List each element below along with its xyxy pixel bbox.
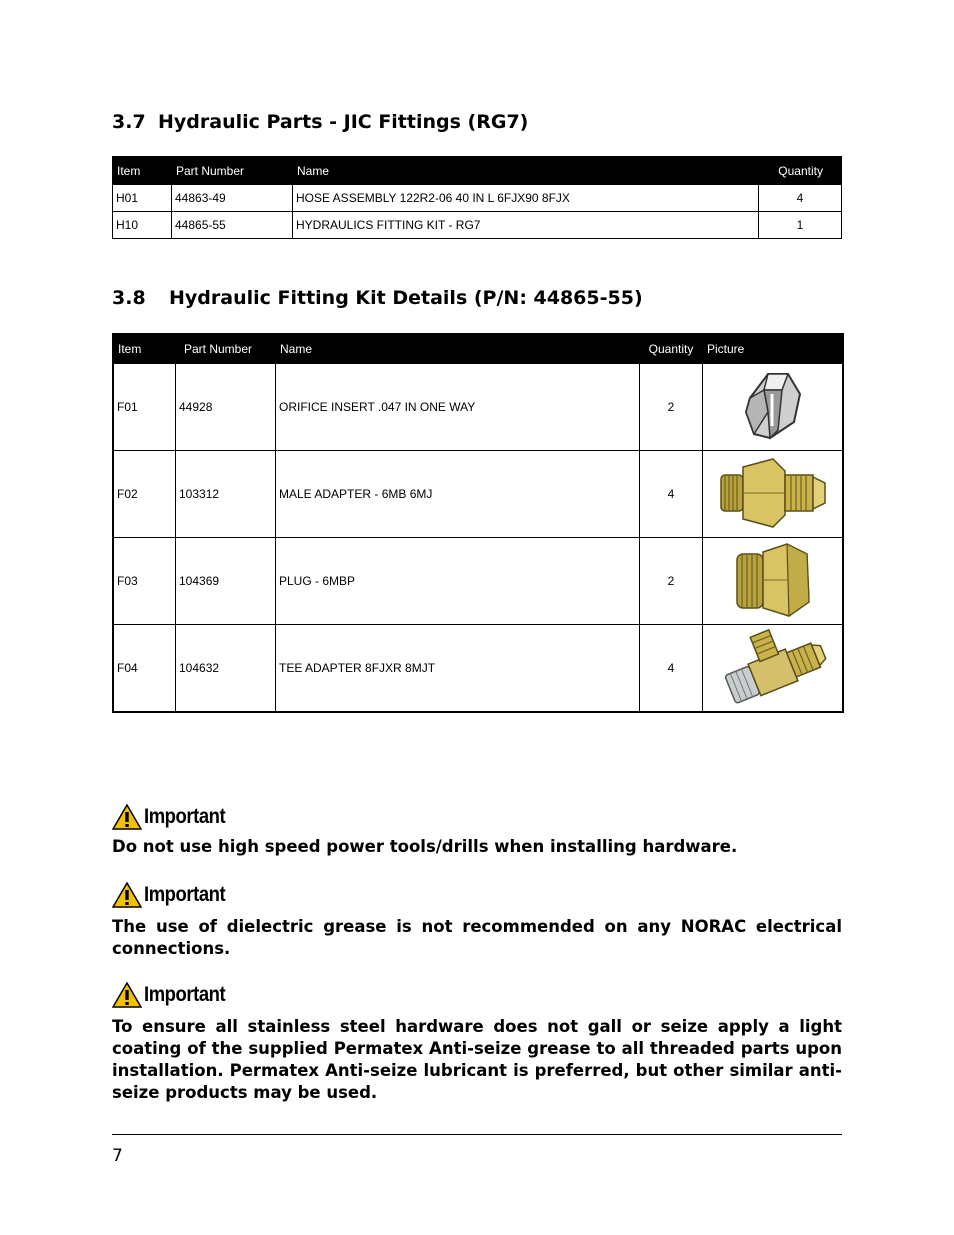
cell-item: F01: [113, 364, 176, 451]
cell-item: F04: [113, 625, 176, 713]
cell-item: H01: [113, 185, 172, 212]
col-header-name: Name: [276, 334, 640, 364]
cell-quantity: 4: [640, 625, 703, 713]
section-number: 3.7: [112, 111, 146, 133]
table-header-row: [113, 334, 843, 364]
important-label: Important: [144, 983, 226, 1006]
cell-name: ORIFICE INSERT .047 IN ONE WAY: [276, 364, 640, 451]
cell-quantity: 1: [759, 212, 842, 239]
plug-image: [703, 538, 844, 625]
important-notice-3: [112, 980, 842, 1104]
tee-adapter-image: [703, 625, 844, 713]
important-heading: [112, 980, 842, 1010]
warning-triangle-icon: [112, 982, 142, 1008]
cell-item: H10: [113, 212, 172, 239]
important-text: To ensure all stainless steel hardware does not gall or seize apply a light coating of the supplied Permatex Anti-seize grease to all threaded parts upon installation. Permatex Anti-seize lubricant is preferred, but other similar anti-seize products may be used.: [112, 1017, 842, 1102]
table-row: [113, 364, 843, 451]
important-label: Important: [144, 883, 226, 906]
warning-triangle-icon: [112, 804, 142, 830]
cell-quantity: 4: [640, 451, 703, 538]
col-header-quantity: Quantity: [759, 157, 842, 185]
cell-part-number: 44863-49: [172, 185, 293, 212]
section-title-text: Hydraulic Fitting Kit Details (P/N: 44865-55): [169, 287, 643, 309]
important-text: Do not use high speed power tools/drills when installing hardware.: [112, 837, 738, 856]
col-header-item: Item: [113, 157, 172, 185]
col-header-quantity: Quantity: [640, 334, 703, 364]
table-row: [113, 538, 843, 625]
cell-quantity: 4: [759, 185, 842, 212]
cell-name: HYDRAULICS FITTING KIT - RG7: [293, 212, 759, 239]
cell-name: TEE ADAPTER 8FJXR 8MJT: [276, 625, 640, 713]
cell-part-number: 104369: [176, 538, 276, 625]
cell-quantity: 2: [640, 364, 703, 451]
section-3-7-title: [112, 111, 528, 133]
important-heading: [112, 802, 842, 832]
cell-part-number: 44928: [176, 364, 276, 451]
section-title-text: Hydraulic Parts - JIC Fittings (RG7): [158, 111, 529, 133]
table-header-row: [113, 157, 842, 185]
cell-part-number: 104632: [176, 625, 276, 713]
important-notice-1: [112, 802, 842, 858]
cell-part-number: 103312: [176, 451, 276, 538]
cell-item: F02: [113, 451, 176, 538]
col-header-item: Item: [113, 334, 176, 364]
col-header-name: Name: [293, 157, 759, 185]
jic-fittings-table: [112, 156, 842, 239]
important-text: The use of dielectric grease is not recommended on any NORAC electrical connections.: [112, 917, 842, 958]
important-heading: [112, 880, 842, 910]
col-header-picture: Picture: [703, 334, 844, 364]
cell-quantity: 2: [640, 538, 703, 625]
warning-triangle-icon: [112, 882, 142, 908]
important-label: Important: [144, 805, 226, 828]
table-row: [113, 185, 842, 212]
cell-part-number: 44865-55: [172, 212, 293, 239]
cell-item: F03: [113, 538, 176, 625]
col-header-part-number: Part Number: [176, 334, 276, 364]
section-number: 3.8: [112, 287, 146, 309]
section-3-8-title: [112, 287, 643, 309]
fitting-kit-table: [112, 333, 844, 713]
table-row: [113, 451, 843, 538]
orifice-insert-image: [703, 364, 844, 451]
important-notice-2: [112, 880, 842, 960]
cell-name: MALE ADAPTER - 6MB 6MJ: [276, 451, 640, 538]
cell-name: PLUG - 6MBP: [276, 538, 640, 625]
footer-divider: [112, 1134, 842, 1135]
table-row: [113, 212, 842, 239]
cell-name: HOSE ASSEMBLY 122R2-06 40 IN L 6FJX90 8FJX: [293, 185, 759, 212]
col-header-part-number: Part Number: [172, 157, 293, 185]
page-number: 7: [112, 1146, 123, 1166]
table-row: [113, 625, 843, 713]
male-adapter-image: [703, 451, 844, 538]
